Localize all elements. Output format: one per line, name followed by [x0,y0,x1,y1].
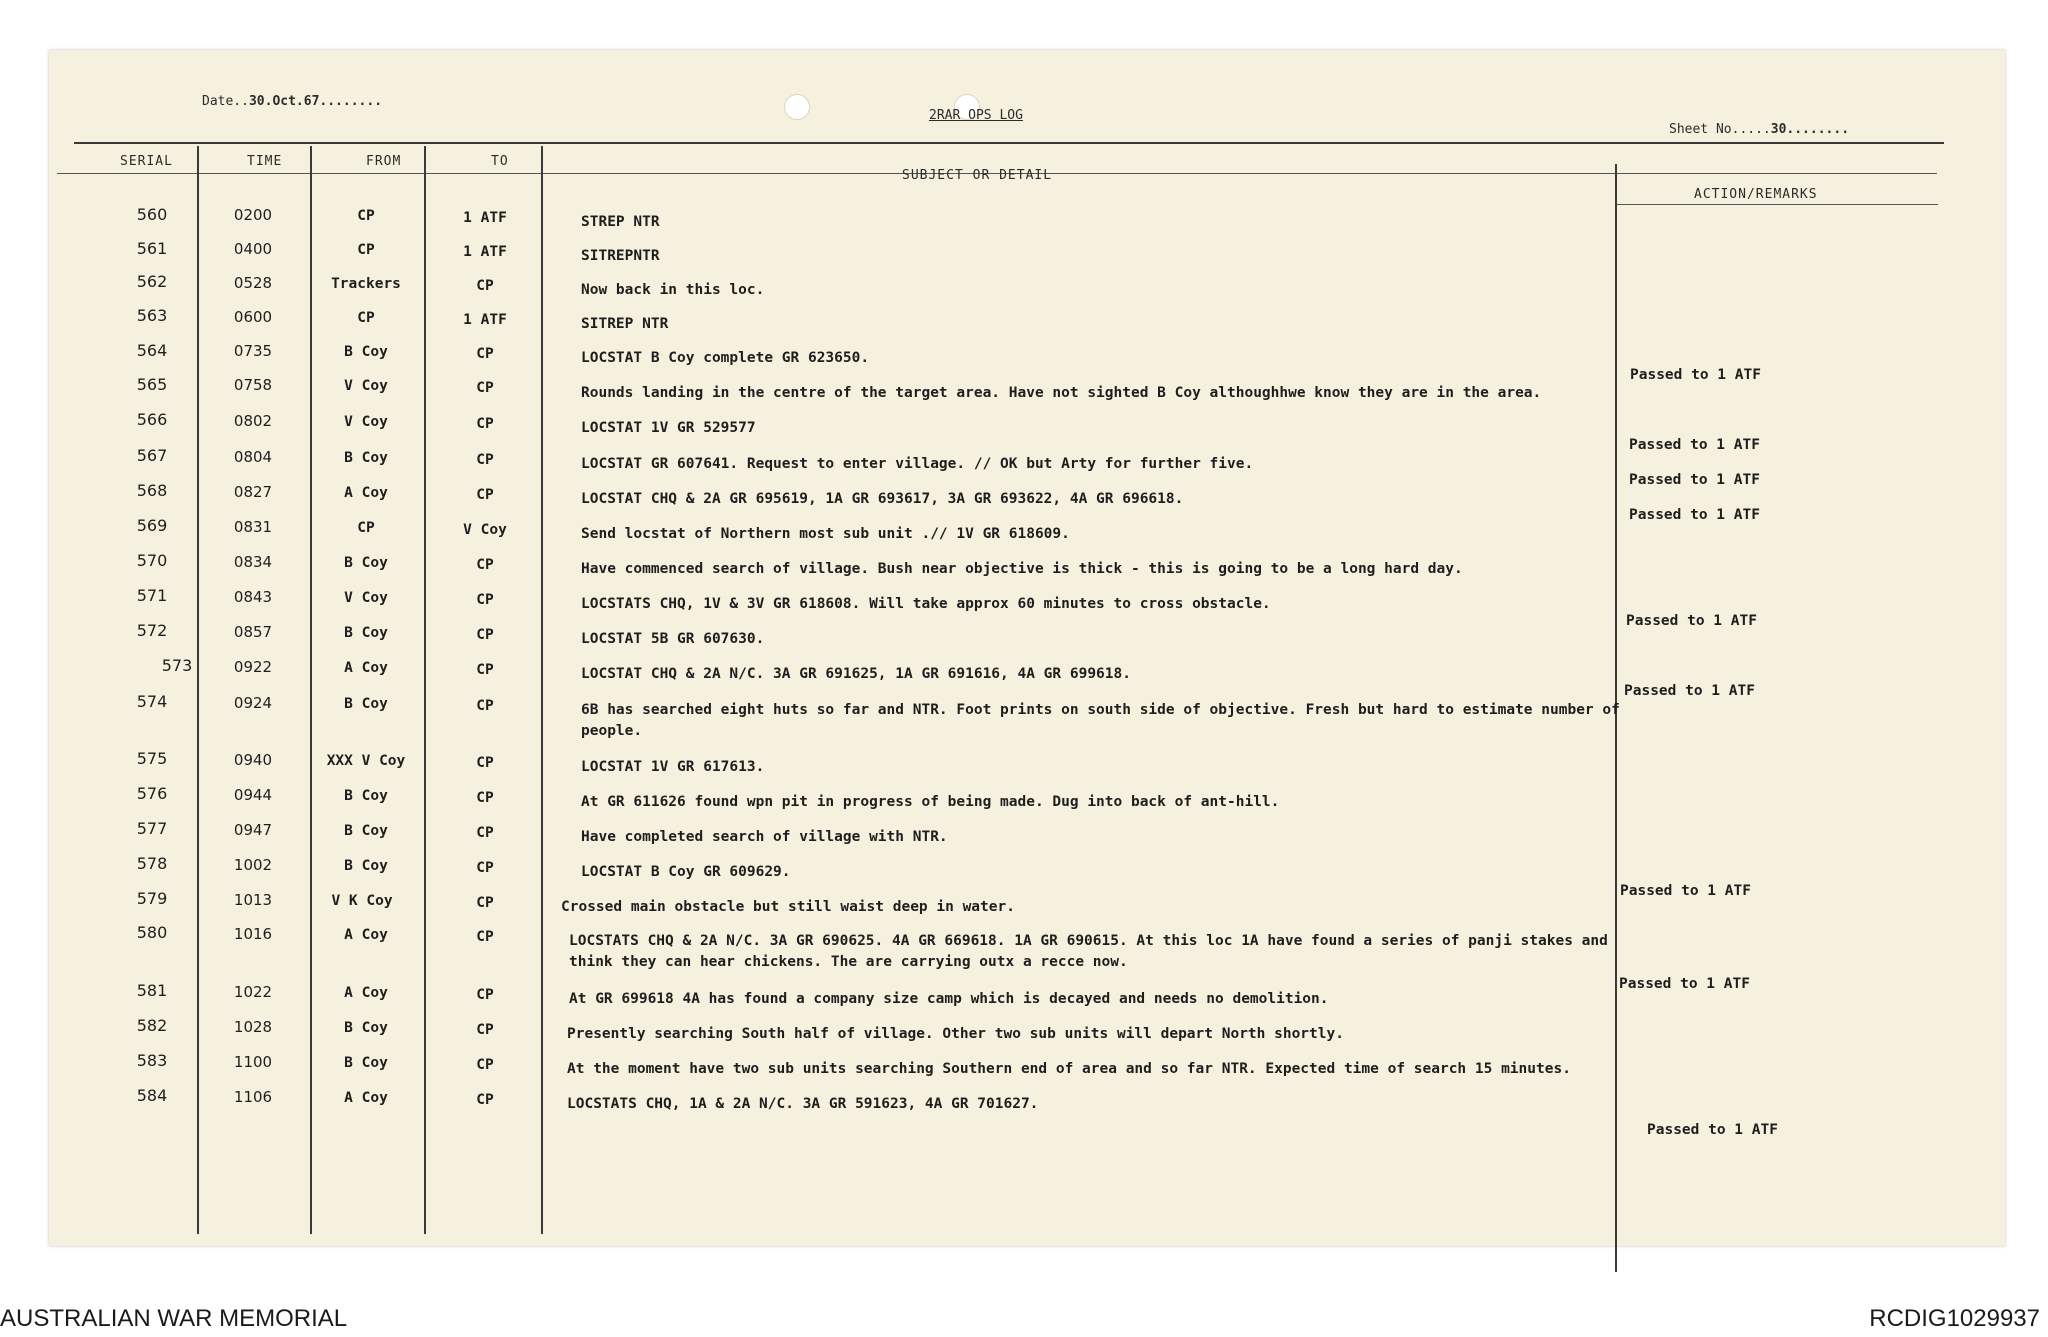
to-cell: CP [476,416,494,432]
time-cell: 1016 [233,925,273,943]
serial-cell: 568 [136,481,168,500]
time-cell: 1013 [233,891,273,909]
serial-cell: 570 [136,551,168,570]
from-cell: B Coy [344,625,388,641]
serial-cell: 565 [136,375,168,394]
time-cell: 0200 [233,206,273,224]
to-cell: V Coy [463,522,507,538]
from-cell: XXX V Coy [326,753,406,769]
to-cell: 1 ATF [463,312,507,328]
time-cell: 0735 [233,342,273,360]
from-cell: B Coy [344,344,388,360]
column-divider [310,146,312,1234]
serial-cell: 581 [136,981,168,1000]
subject-cell: At the moment have two sub units searching Southern end of area and so far NTR. Expected time of search 15 minutes. [567,1061,1571,1077]
from-cell: V Coy [344,590,388,606]
to-cell: CP [476,790,494,806]
subject-cell: SITREP NTR [581,316,669,332]
subject-cell: At GR 699618 4A has found a company size camp which is decayed and needs no demolition. [569,991,1329,1007]
from-cell: CP [357,208,375,224]
serial-cell: 584 [136,1086,168,1105]
time-cell: 0944 [233,786,273,804]
subject-cell: Crossed main obstacle but still waist deep in water. [561,899,1015,915]
to-cell: CP [476,895,494,911]
time-cell: 0947 [233,821,273,839]
sheet-value: 30........ [1770,122,1850,137]
serial-cell: 573 [161,656,193,675]
subject-cell: Presently searching South half of village. Other two sub units will depart North shortly. [567,1026,1344,1042]
subject-cell: LOCSTAT B Coy GR 609629. [581,864,791,880]
column-header-from: FROM [366,154,402,169]
serial-cell: 564 [136,341,168,360]
time-cell: 1022 [233,983,273,1001]
to-cell: CP [476,278,494,294]
serial-cell: 577 [136,819,168,838]
serial-cell: 572 [136,621,168,640]
time-cell: 0922 [233,658,273,676]
from-cell: A Coy [344,485,388,501]
from-cell: B Coy [344,1020,388,1036]
column-header-serial: SERIAL [120,154,173,169]
subject-cell: STREP NTR [581,214,660,230]
serial-cell: 576 [136,784,168,803]
to-cell: CP [476,346,494,362]
column-divider [541,146,543,1234]
to-cell: CP [476,698,494,714]
subject-cell: LOCSTATS CHQ & 2A N/C. 3A GR 690625. 4A GR 669618. 1A GR 690615. At this loc 1A have found a series of panji stakes and think they can hear chickens. The are carrying outx a recce now. [569,933,1608,970]
subject-cell: At GR 611626 found wpn pit in progress of being made. Dug into back of ant-hill. [581,794,1280,810]
subject-cell: Now back in this loc. [581,282,765,298]
subject-cell: LOCSTAT CHQ & 2A N/C. 3A GR 691625, 1A GR 691616, 4A GR 699618. [581,666,1131,682]
action-cell: Passed to 1 ATF [1626,613,1757,629]
time-cell: 1028 [233,1018,273,1036]
from-cell: V Coy [344,414,388,430]
to-cell: CP [476,1022,494,1038]
to-cell: CP [476,452,494,468]
action-cell: Passed to 1 ATF [1629,472,1760,488]
to-cell: CP [476,487,494,503]
serial-cell: 567 [136,446,168,465]
from-cell: B Coy [344,858,388,874]
subject-cell: LOCSTAT 5B GR 607630. [581,631,765,647]
from-cell: CP [357,310,375,326]
time-cell: 0834 [233,553,273,571]
action-cell: Passed to 1 ATF [1620,883,1751,899]
footer-record-id: RCDIG1029937 [1869,1305,2040,1332]
time-cell: 0827 [233,483,273,501]
sheet-label: Sheet No..... [1669,122,1771,137]
date-label: Date.. [202,94,249,109]
to-cell: CP [476,662,494,678]
from-cell: B Coy [344,788,388,804]
time-cell: 0802 [233,412,273,430]
to-cell: CP [476,1057,494,1073]
action-cell: Passed to 1 ATF [1624,683,1755,699]
page-title: 2RAR OPS LOG [929,108,1023,123]
from-cell: CP [357,242,375,258]
time-cell: 1106 [233,1088,273,1106]
to-cell: CP [476,860,494,876]
from-cell: B Coy [344,696,388,712]
from-cell: A Coy [344,1090,388,1106]
serial-cell: 580 [136,923,168,942]
to-cell: CP [476,380,494,396]
footer-credit: AUSTRALIAN WAR MEMORIAL [0,1305,348,1332]
serial-cell: 571 [136,586,168,605]
from-cell: CP [357,520,375,536]
time-cell: 1100 [233,1053,273,1071]
subject-cell: LOCSTATS CHQ, 1V & 3V GR 618608. Will take approx 60 minutes to cross obstacle. [581,596,1271,612]
serial-cell: 574 [136,692,168,711]
log-sheet [49,50,2005,1246]
punch-hole [784,94,810,120]
serial-cell: 560 [136,205,168,224]
time-cell: 0528 [233,274,273,292]
to-cell: CP [476,557,494,573]
time-cell: 0857 [233,623,273,641]
from-cell: V Coy [344,378,388,394]
action-cell: Passed to 1 ATF [1619,976,1750,992]
time-cell: 0400 [233,240,273,258]
from-cell: A Coy [344,660,388,676]
action-cell: Passed to 1 ATF [1629,507,1760,523]
date-value: 30.Oct.67........ [248,94,383,109]
serial-cell: 566 [136,410,168,429]
subject-cell: LOCSTAT 1V GR 617613. [581,759,765,775]
time-cell: 0843 [233,588,273,606]
serial-cell: 562 [136,272,168,291]
serial-cell: 575 [136,749,168,768]
subject-cell: 6B has searched eight huts so far and NTR. Foot prints on south side of objective. Fresh but hard to estimate number of people. [581,702,1620,739]
subject-cell: Rounds landing in the centre of the target area. Have not sighted B Coy althoughhwe know they are in the area. [581,385,1542,401]
date-field [202,94,382,109]
subject-cell: LOCSTAT 1V GR 529577 [581,420,756,436]
time-cell: 0600 [233,308,273,326]
to-cell: CP [476,929,494,945]
serial-cell: 563 [136,306,168,325]
subject-cell: Have commenced search of village. Bush near objective is thick - this is going to be a long hard day. [581,561,1463,577]
subject-cell: LOCSTAT GR 607641. Request to enter village. // OK but Arty for further five. [581,456,1254,472]
subject-cell: SITREPNTR [581,248,660,264]
serial-cell: 578 [136,854,168,873]
column-header-to: TO [491,154,509,169]
serial-cell: 569 [136,516,168,535]
to-cell: CP [476,825,494,841]
serial-cell: 582 [136,1016,168,1035]
subject-cell: LOCSTATS CHQ, 1A & 2A N/C. 3A GR 591623, 4A GR 701627. [567,1096,1039,1112]
to-cell: CP [476,627,494,643]
footer-bar [0,1297,2048,1337]
serial-cell: 579 [136,889,168,908]
to-cell: CP [476,592,494,608]
from-cell: B Coy [344,555,388,571]
to-cell: CP [476,987,494,1003]
subject-cell: LOCSTAT CHQ & 2A GR 695619, 1A GR 693617, 3A GR 693622, 4A GR 696618. [581,491,1184,507]
time-cell: 0940 [233,751,273,769]
subject-cell: Send locstat of Northern most sub unit .// 1V GR 618609. [581,526,1070,542]
column-divider [424,146,426,1234]
from-cell: B Coy [344,823,388,839]
to-cell: CP [476,1092,494,1108]
from-cell: B Coy [344,1055,388,1071]
time-cell: 0758 [233,376,273,394]
to-cell: CP [476,755,494,771]
header-rule [74,142,1944,144]
from-cell: Trackers [331,276,401,292]
column-divider [197,146,199,1234]
to-cell: 1 ATF [463,210,507,226]
action-cell: Passed to 1 ATF [1630,367,1761,383]
from-cell: A Coy [344,927,388,943]
from-cell: B Coy [344,450,388,466]
serial-cell: 583 [136,1051,168,1070]
subject-cell: LOCSTAT B Coy complete GR 623650. [581,350,870,366]
time-cell: 0924 [233,694,273,712]
action-cell: Passed to 1 ATF [1629,437,1760,453]
from-cell: A Coy [344,985,388,1001]
header-rule [1617,204,1938,205]
column-header-time: TIME [247,154,283,169]
column-header-action: ACTION/REMARKS [1694,187,1818,202]
action-cell: Passed to 1 ATF [1647,1122,1778,1138]
subject-cell: Have completed search of village with NTR. [581,829,948,845]
to-cell: 1 ATF [463,244,507,260]
time-cell: 0804 [233,448,273,466]
column-header-subject: SUBJECT OR DETAIL [902,168,1053,183]
from-cell: V K Coy [331,893,393,909]
serial-cell: 561 [136,239,168,258]
time-cell: 0831 [233,518,273,536]
sheet-field [1669,122,1849,137]
time-cell: 1002 [233,856,273,874]
